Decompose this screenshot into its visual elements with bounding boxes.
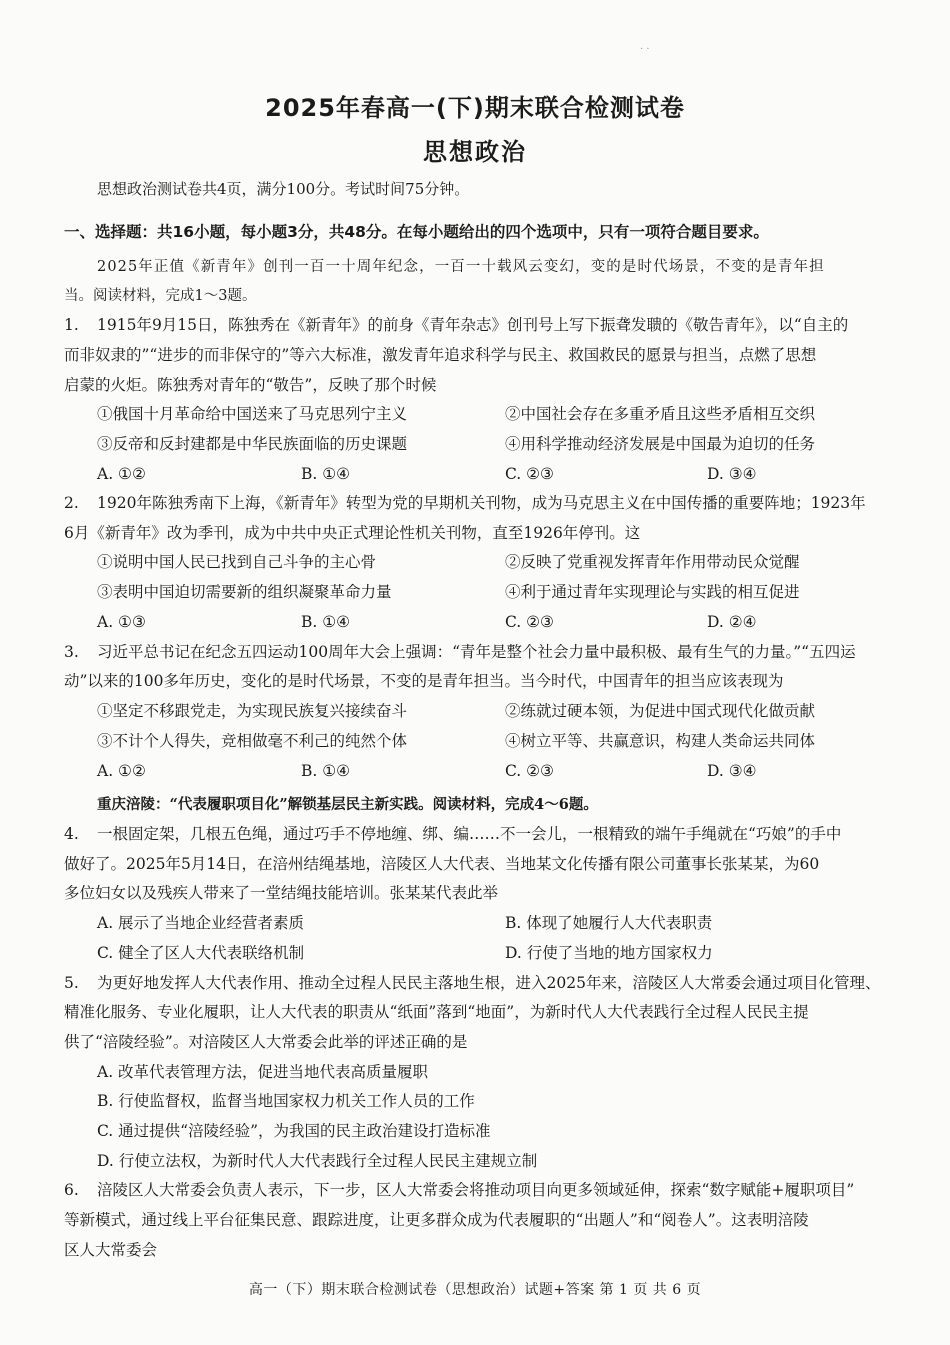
question-1-line-1: 1915年9月15日，陈独秀在《新青年》的前身《青年杂志》创刊号上写下振聋发聩的《敬告青年》，以“自主的 [97,316,849,334]
question-1-statement-1: ①俄国十月革命给中国送来了马克思列宁主义 [97,405,408,423]
question-3-statement-3: ③不计个人得失，竞相做毫不利己的纯然个体 [97,732,408,750]
page-footer: 高一（下）期末联合检测试卷（思想政治）试题+答案 第 1 页 共 6 页 [248,1282,702,1298]
question-5-line-1: 为更好地发挥人大代表作用、推动全过程人民民主落地生根，进入2025年来，涪陵区人大常委会通过项目化管理、 [97,974,881,992]
question-3-number: 3. [64,643,79,661]
question-5-number: 5. [64,974,79,992]
exam-title: 2025年春高一(下)期末联合检测试卷 [265,94,685,122]
question-4-option-a: A. 展示了当地企业经营者素质 [97,914,305,932]
question-5-line-3: 供了“涪陵经验”。对涪陵区人大常委会此举的评述正确的是 [64,1033,468,1051]
question-3-option-b: B. ①④ [301,762,351,780]
question-1-option-b: B. ①④ [301,465,351,483]
question-3-line-1: 习近平总书记在纪念五四运动100周年大会上强调：“青年是整个社会力量中最积极、最有生气的力量。”“五四运 [97,643,856,661]
question-1-statement-3: ③反帝和反封建都是中华民族面临的历史课题 [97,435,408,453]
question-1-option-a: A. ①② [97,465,146,483]
question-1-line-3: 启蒙的火炬。陈独秀对青年的“敬告”，反映了那个时候 [64,376,437,394]
question-3-option-d: D. ③④ [707,762,757,780]
question-2-option-a: A. ①③ [97,613,146,631]
material-1-line-1: 2025年正值《新青年》创刊一百一十周年纪念，一百一十载风云变幻，变的是时代场景，不变的是青年担 [97,259,825,275]
question-4-number: 4. [64,825,79,843]
question-2-option-d: D. ②④ [707,613,757,631]
question-5-line-2: 精准化服务、专业化履职，让人大代表的职责从“纸面”落到“地面”，为新时代人大代表践行全过程人民民主提 [64,1003,809,1021]
question-1-statement-4: ④用科学推动经济发展是中国最为迫切的任务 [505,435,816,453]
question-1-statement-2: ②中国社会存在多重矛盾且这些矛盾相互交织 [505,405,816,423]
question-3-option-c: C. ②③ [505,762,554,780]
question-4-line-3: 多位妇女以及残疾人带来了一堂结绳技能培训。张某某代表此举 [64,884,499,902]
question-5-option-a: A. 改革代表管理方法，促进当地代表高质量履职 [97,1063,429,1081]
question-3-statement-4: ④树立平等、共赢意识，构建人类命运共同体 [505,732,816,750]
question-2-number: 2. [64,494,79,512]
question-3-line-2: 动”以来的100多年历史，变化的是时代场景，不变的是青年担当。当今时代，中国青年的担当应该表现为 [64,672,784,690]
question-4-line-2: 做好了。2025年5月14日，在涪州结绳基地，涪陵区人大代表、当地某文化传播有限公司董事长张某某，为60 [64,855,820,873]
question-6-line-2: 等新模式，通过线上平台征集民意、跟踪进度，让更多群众成为代表履职的“出题人”和“阅卷人”。这表明涪陵 [64,1211,809,1229]
subject-title: 思想政治 [423,138,527,166]
question-4-option-b: B. 体现了她履行人大代表职责 [505,914,713,932]
question-2-line-2: 6月《新青年》改为季刊，成为中共中央正式理论性机关刊物，直至1926年停刊。这 [64,524,641,542]
question-1-number: 1. [64,316,79,334]
scan-speck: · · [640,44,650,55]
question-6-number: 6. [64,1181,79,1199]
question-2-option-b: B. ①④ [301,613,351,631]
question-2-statement-1: ①说明中国人民已找到自己斗争的主心骨 [97,553,377,571]
question-3-option-a: A. ①② [97,762,146,780]
question-5-option-b: B. 行使监督权，监督当地国家权力机关工作人员的工作 [97,1092,475,1110]
question-4-option-d: D. 行使了当地的地方国家权力 [505,944,713,962]
question-5-option-c: C. 通过提供“涪陵经验”，为我国的民主政治建设打造标准 [97,1122,491,1140]
material-2-line-1: 重庆涪陵：“代表履职项目化”解锁基层民主新实践。阅读材料，完成4～6题。 [97,796,598,813]
question-6-line-1: 涪陵区人大常委会负责人表示，下一步，区人大常委会将推动项目向更多领域延伸，探索“数字赋能+履职项目” [97,1181,855,1199]
question-1-option-c: C. ②③ [505,465,554,483]
material-1-line-2: 当。阅读材料，完成1～3题。 [64,288,257,304]
question-2-statement-4: ④利于通过青年实现理论与实践的相互促进 [505,583,800,601]
question-2-option-c: C. ②③ [505,613,554,631]
exam-info: 思想政治测试卷共4页，满分100分。考试时间75分钟。 [97,180,470,198]
question-1-option-d: D. ③④ [707,465,757,483]
question-2-statement-2: ②反映了党重视发挥青年作用带动民众觉醒 [505,553,800,571]
section-heading: 一、选择题：共16小题，每小题3分，共48分。在每小题给出的四个选项中，只有一项符合题目要求。 [64,223,769,241]
question-4-option-c: C. 健全了区人大代表联络机制 [97,944,305,962]
question-2-statement-3: ③表明中国迫切需要新的组织凝聚革命力量 [97,583,392,601]
question-1-line-2: 而非奴隶的”“进步的而非保守的”等六大标准，激发青年追求科学与民主、救国救民的愿景与担当，点燃了思想 [64,346,817,364]
question-3-statement-2: ②练就过硬本领，为促进中国式现代化做贡献 [505,702,816,720]
question-3-statement-1: ①坚定不移跟党走，为实现民族复兴接续奋斗 [97,702,408,720]
question-6-line-3: 区人大常委会 [64,1241,158,1259]
question-5-option-d: D. 行使立法权，为新时代人大代表践行全过程人民民主建规立制 [97,1152,538,1170]
question-4-line-1: 一根固定架，几根五色绳，通过巧手不停地缠、绑、编……不一会儿，一根精致的端午手绳就在“巧娘”的手中 [97,825,842,843]
question-2-line-1: 1920年陈独秀南下上海，《新青年》转型为党的早期机关刊物，成为马克思主义在中国传播的重要阵地；1923年 [97,494,866,512]
